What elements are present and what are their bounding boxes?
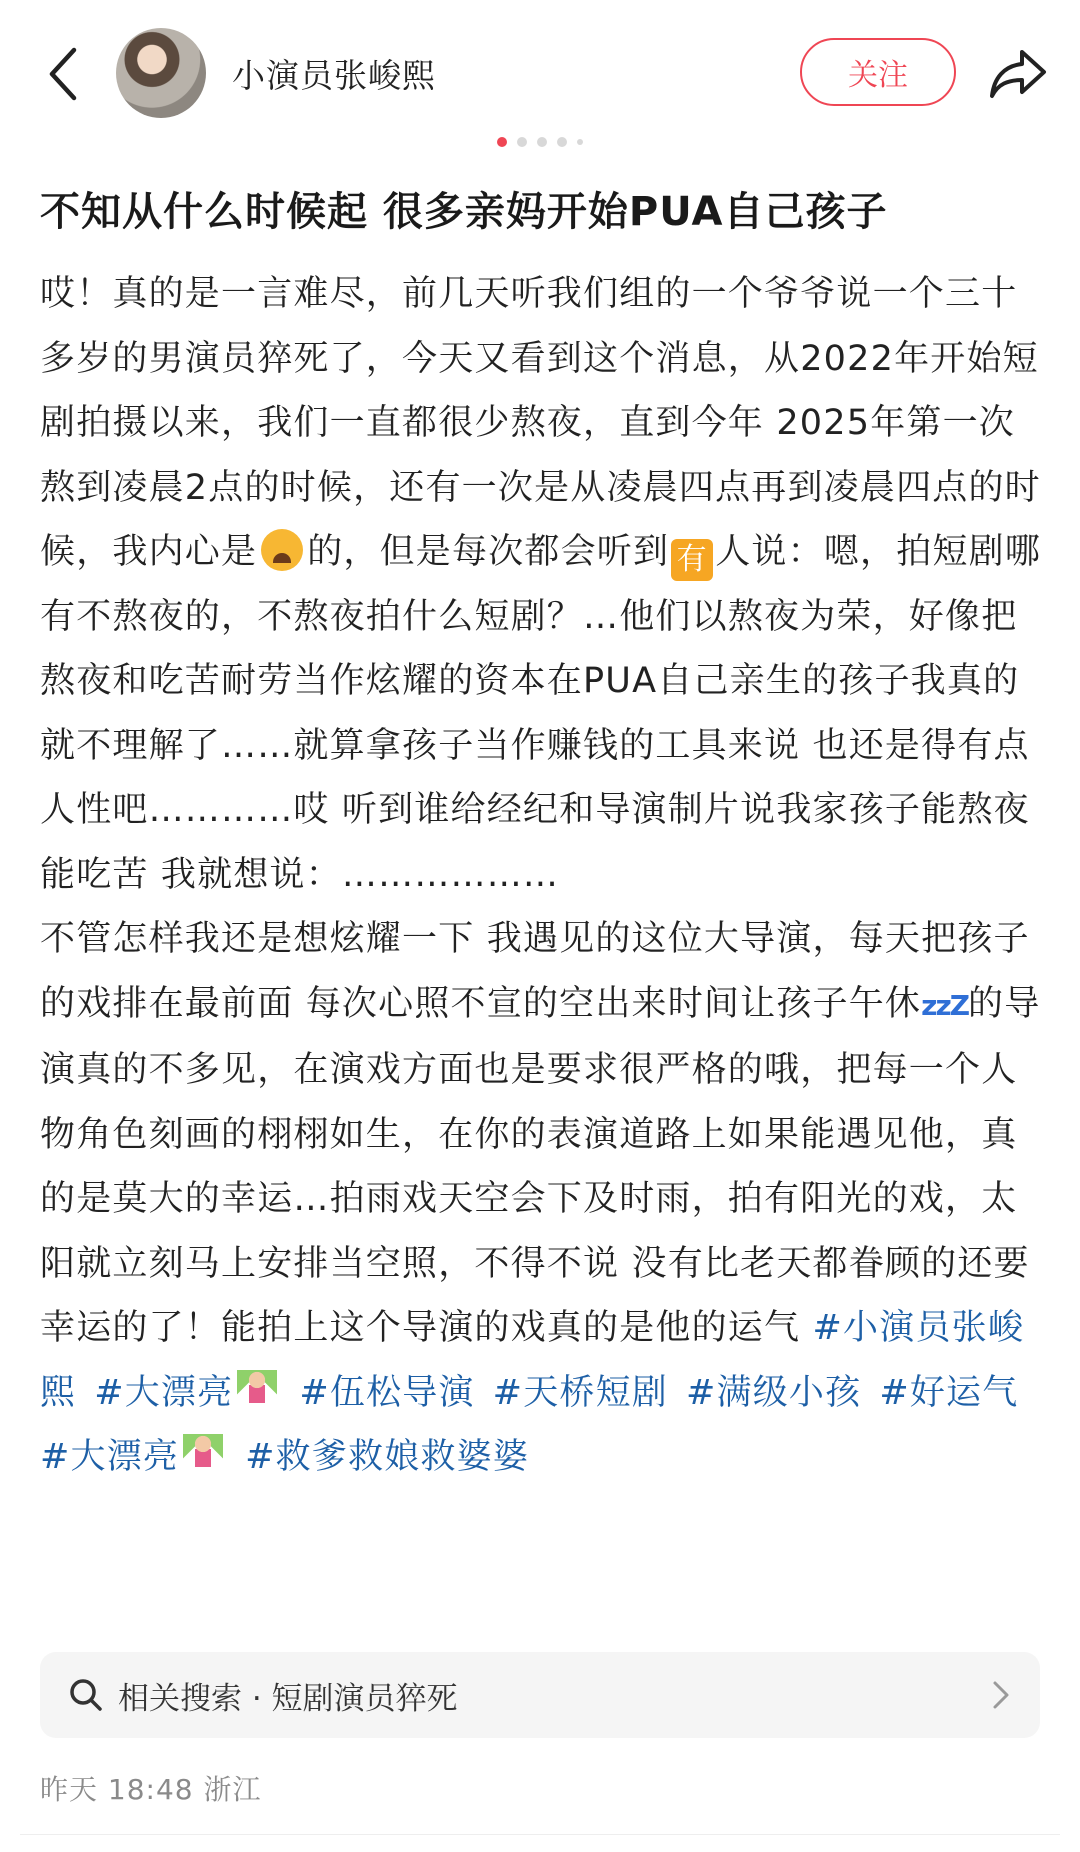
username[interactable]: 小演员张峻熙 [232, 56, 436, 95]
post-text: 的，但是每次都会听到 [307, 532, 670, 572]
top-bar [0, 0, 1080, 140]
hashtag-link[interactable] [94, 1373, 281, 1413]
related-search-label: 相关搜索 · 短剧演员猝死 [118, 1680, 458, 1717]
hashtag-link[interactable]: #小演员张峻熙 [40, 1308, 1025, 1413]
hashtag-link[interactable]: #救爹救娘救婆婆 [245, 1437, 530, 1477]
image-page-indicator [0, 137, 1080, 147]
post-time-location: 昨天 18:48 浙江 [40, 1773, 262, 1806]
fairy-emoji-icon [237, 1370, 277, 1410]
back-arrow-icon[interactable] [44, 44, 84, 104]
post-paragraph-2 [40, 907, 1050, 1490]
post-text: 不管怎样我还是想炫耀一下 我遇见的这位大导演，每天把孩子的戏排在最前面 每次心照不宣的空出来时间让孩子午休 [40, 919, 1030, 1024]
hashtag-link[interactable]: #伍松导演 [299, 1372, 475, 1413]
post-body [40, 262, 1050, 1490]
fairy-emoji-icon [183, 1434, 223, 1474]
hashtag-link[interactable]: #满级小孩 [686, 1372, 862, 1413]
post-title: 不知从什么时候起 很多亲妈开始PUA自己孩子 [40, 189, 888, 235]
indicator-dot [537, 137, 547, 147]
sleeping-zzz-emoji-icon: zzZ [921, 988, 969, 1022]
indicator-dot [577, 139, 583, 145]
follow-button[interactable]: 关注 [800, 38, 956, 106]
post-text: 的导演真的不多见，在演戏方面也是要求很严格的哦，把每一个人物角色刻画的栩栩如生，在你的表演道路上如果能遇见他，真的是莫大的幸运…拍雨戏天空会下及时雨，拍有阳光的戏，太阳就立刻马上安排当空照，不得不说 没有比老天都眷顾的还要幸运的了！能拍上这个导演的戏真的是他的运气 [40, 983, 1041, 1348]
share-icon[interactable] [988, 46, 1048, 100]
indicator-dot-active [497, 137, 507, 147]
hashtag-text: #大漂亮 [40, 1437, 180, 1477]
post-text: 人说：嗯，拍短剧哪有不熬夜的，不熬夜拍什么短剧？…他们以熬夜为荣，好像把熬夜和吃苦耐劳当作炫耀的资本在PUA自己亲生的孩子我真的就不理解了……就算拿孩子当作赚钱的工具来说 也还是得有点人性吧…………哎 听到谁给经纪和导演制片说我家孩子能熬夜 能吃苦 我就想说：……………… [40, 532, 1042, 895]
hashtag-link[interactable]: #天桥短剧 [492, 1372, 668, 1413]
divider [20, 1834, 1060, 1835]
chevron-right-icon [990, 1679, 1012, 1711]
hashtag-text: #大漂亮 [94, 1372, 234, 1413]
hashtag-link[interactable] [40, 1437, 227, 1477]
indicator-dot [557, 137, 567, 147]
search-icon [68, 1677, 104, 1713]
post-text: 哎！真的是一言难尽，前几天听我们组的一个爷爷说一个三十多岁的男演员猝死了，今天又看到这个消息，从2022年开始短剧拍摄以来，我们一直都很少熬夜，直到今年 2025年第一次熬到凌晨2点的时候，还有一次是从凌晨四点再到凌晨四点的时候，我内心是 [40, 274, 1041, 572]
tired-face-emoji-icon [261, 529, 303, 571]
avatar[interactable] [116, 28, 206, 118]
hashtag-link[interactable]: #好运气 [879, 1372, 1019, 1413]
related-search-bar[interactable] [40, 1652, 1040, 1738]
you-emoji-icon: 有 [671, 539, 713, 581]
indicator-dot [517, 137, 527, 147]
post-paragraph-1 [40, 262, 1050, 907]
